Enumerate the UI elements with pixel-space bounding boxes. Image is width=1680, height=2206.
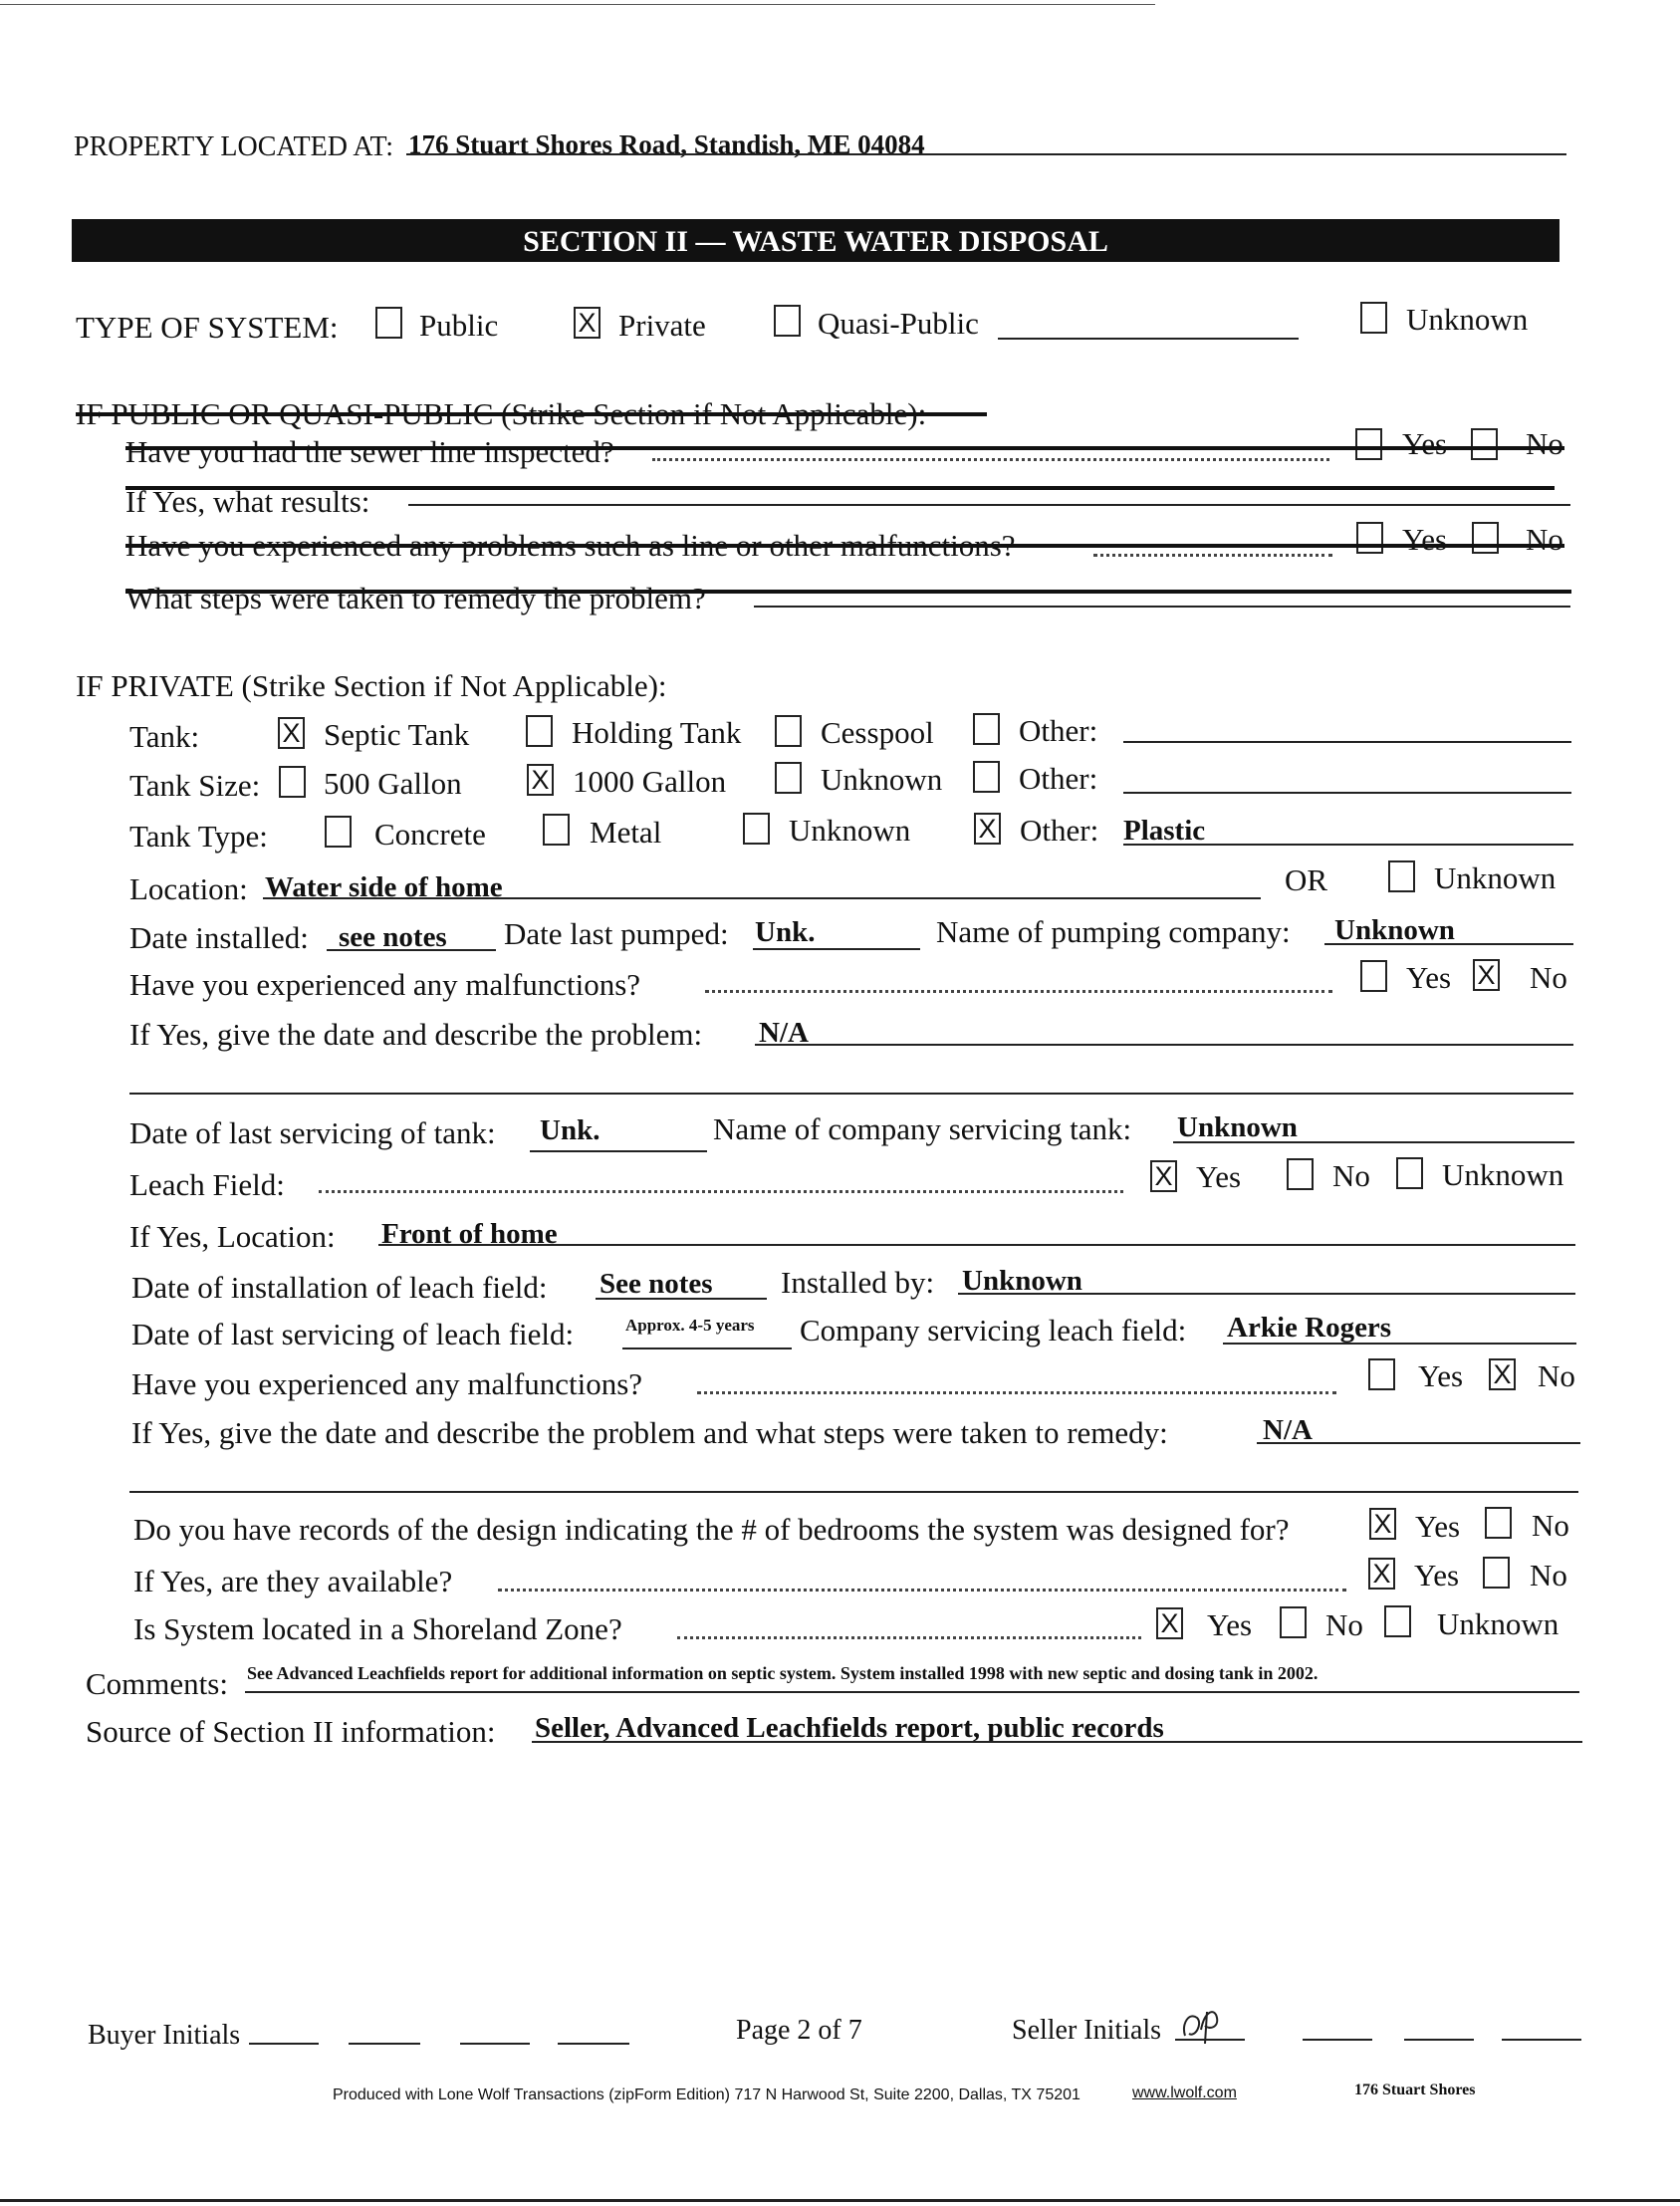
scan-edge	[0, 4, 1155, 5]
leach-malfunction-question: Have you experienced any malfunctions?	[131, 1366, 643, 1401]
tank-size-label: Tank Size:	[129, 768, 261, 803]
unknown-label: Unknown	[1437, 1606, 1560, 1641]
concrete-checkbox[interactable]	[325, 816, 352, 848]
location-value: Water side of home	[265, 871, 503, 903]
date-pumped-value: Unk.	[755, 916, 816, 948]
leach-install-line	[596, 1298, 767, 1300]
metal-checkbox[interactable]	[543, 814, 570, 846]
unknown-label: Unknown	[1442, 1157, 1564, 1192]
yes-label: Yes	[1402, 426, 1448, 461]
remedy-question: What steps were taken to remedy the problem?	[125, 581, 706, 615]
leach-company-value: Arkie Rogers	[1227, 1312, 1392, 1344]
size-unknown-checkbox[interactable]	[775, 762, 802, 794]
comments-line	[245, 1691, 1579, 1693]
pumping-company-label: Name of pumping company:	[936, 914, 1291, 949]
public-heading: IF PUBLIC OR QUASI-PUBLIC (Strike Section if Not Applicable):	[76, 396, 927, 431]
source-line	[532, 1741, 1582, 1743]
type-other-checkbox[interactable]: X	[974, 813, 1001, 845]
buyer-initials-line[interactable]	[249, 2043, 319, 2045]
leach-malf-describe-line-2	[129, 1491, 1578, 1493]
type-unknown-checkbox[interactable]	[743, 813, 770, 845]
strike	[125, 544, 1564, 548]
dot-leader	[498, 1589, 1346, 1592]
malf-describe-label: If Yes, give the date and describe the problem:	[129, 1017, 703, 1052]
leach-company-line	[1223, 1343, 1576, 1345]
property-label: PROPERTY LOCATED AT:	[74, 131, 394, 162]
sewer-no-checkbox[interactable]	[1471, 428, 1498, 460]
malf-describe-line-2	[129, 1093, 1573, 1095]
no-label: No	[1532, 1508, 1569, 1543]
records-no-checkbox[interactable]	[1485, 1507, 1512, 1539]
yes-label: Yes	[1414, 1558, 1460, 1593]
date-pumped-label: Date last pumped:	[504, 916, 729, 951]
system-type-label: TYPE OF SYSTEM:	[76, 310, 339, 345]
tank-other-checkbox[interactable]	[973, 713, 1000, 745]
concrete-label: Concrete	[374, 817, 486, 852]
cesspool-checkbox[interactable]	[775, 715, 802, 747]
seller-initials-line[interactable]	[1502, 2039, 1581, 2041]
leach-servicing-value: Approx. 4-5 years	[625, 1316, 755, 1335]
leach-malf-yes-checkbox[interactable]	[1368, 1358, 1395, 1390]
results-line	[408, 504, 1570, 506]
location-label: Location:	[129, 871, 248, 906]
produced-by-text: Produced with Lone Wolf Transactions (zipForm Edition) 717 N Harwood St, Suite 2200, Dallas, TX 75201	[333, 2086, 1080, 2103]
shoreland-unknown-checkbox[interactable]	[1384, 1605, 1411, 1637]
seller-initials-line[interactable]	[1404, 2039, 1474, 2041]
scan-edge	[0, 2199, 1680, 2202]
tank-label: Tank:	[129, 719, 200, 754]
sewer-inspected-question: Have you had the sewer line inspected?	[125, 434, 614, 469]
seller-initials-line[interactable]	[1175, 2039, 1245, 2041]
or-label: OR	[1285, 862, 1328, 897]
leach-yes-checkbox[interactable]: X	[1150, 1160, 1177, 1192]
leach-malf-describe-value: N/A	[1263, 1414, 1313, 1446]
no-label: No	[1325, 1607, 1363, 1642]
malf-describe-line	[755, 1044, 1573, 1046]
yes-label: Yes	[1196, 1159, 1242, 1194]
leach-no-checkbox[interactable]	[1287, 1158, 1314, 1190]
no-label: No	[1530, 960, 1567, 995]
type-other-label: Other:	[1020, 813, 1099, 848]
holding-tank-label: Holding Tank	[572, 715, 742, 750]
quasi-public-checkbox[interactable]	[774, 305, 801, 337]
leach-servicing-label: Date of last servicing of leach field:	[131, 1317, 575, 1351]
no-label: No	[1538, 1358, 1575, 1393]
installed-by-line	[958, 1293, 1575, 1295]
servicing-company-value: Unknown	[1177, 1111, 1298, 1143]
installed-by-label: Installed by:	[781, 1265, 935, 1300]
buyer-initials-line[interactable]	[558, 2043, 629, 2045]
type-unknown-label: Unknown	[789, 813, 911, 848]
dot-leader	[319, 1190, 1123, 1193]
septic-tank-label: Septic Tank	[324, 717, 470, 752]
size-other-checkbox[interactable]	[973, 761, 1000, 793]
unknown-checkbox[interactable]	[1360, 302, 1387, 334]
tank-other-label: Other:	[1019, 713, 1098, 748]
leach-unknown-checkbox[interactable]	[1396, 1157, 1423, 1189]
available-no-checkbox[interactable]	[1483, 1557, 1510, 1589]
public-label: Public	[419, 308, 499, 343]
type-other-value: Plastic	[1123, 815, 1206, 847]
quasi-public-line	[998, 338, 1299, 340]
private-label: Private	[618, 308, 706, 343]
page-number: Page 2 of 7	[736, 2015, 862, 2046]
location-unknown-label: Unknown	[1434, 860, 1557, 895]
installed-by-value: Unknown	[962, 1265, 1082, 1297]
records-question: Do you have records of the design indicating the # of bedrooms the system was designed for?	[133, 1512, 1290, 1547]
no-label: No	[1530, 1558, 1567, 1593]
dot-leader	[652, 458, 1329, 461]
quasi-public-label: Quasi-Public	[818, 306, 979, 341]
buyer-initials-line[interactable]	[460, 2043, 530, 2045]
date-pumped-line	[753, 948, 920, 950]
leach-company-label: Company servicing leach field:	[800, 1313, 1187, 1348]
yes-label: Yes	[1415, 1509, 1461, 1544]
leach-malf-no-checkbox[interactable]: X	[1489, 1358, 1516, 1390]
leach-install-value: See notes	[600, 1268, 713, 1300]
yes-label: Yes	[1402, 522, 1448, 557]
shoreland-yes-checkbox[interactable]: X	[1156, 1607, 1183, 1639]
public-checkbox[interactable]	[375, 307, 402, 339]
yes-label: Yes	[1207, 1607, 1253, 1642]
metal-label: Metal	[590, 815, 662, 850]
500-gallon-label: 500 Gallon	[324, 766, 462, 801]
strike	[76, 412, 987, 416]
tank-other-line	[1123, 741, 1571, 743]
buyer-initials-line[interactable]	[349, 2043, 420, 2045]
comments-value: See Advanced Leachfields report for additional information on septic system. System installed 1998 with new septic and dosing tank in 2002.	[247, 1663, 1319, 1683]
dot-leader	[1093, 554, 1332, 557]
size-other-label: Other:	[1019, 761, 1098, 796]
leach-servicing-line	[622, 1348, 792, 1349]
size-other-line	[1123, 792, 1571, 794]
no-label: No	[1526, 426, 1563, 461]
tank-malf-no-checkbox[interactable]: X	[1473, 959, 1500, 991]
1000-gallon-label: 1000 Gallon	[573, 764, 727, 799]
500-gallon-checkbox[interactable]	[279, 766, 306, 798]
pumping-company-line	[1324, 943, 1573, 945]
seller-initials-line[interactable]	[1303, 2039, 1372, 2041]
dot-leader	[677, 1636, 1141, 1639]
leach-location-value: Front of home	[381, 1218, 558, 1250]
strike	[125, 486, 1555, 490]
shoreland-question: Is System located in a Shoreland Zone?	[133, 1611, 622, 1646]
private-heading: IF PRIVATE (Strike Section if Not Applicable):	[76, 668, 667, 703]
leach-location-line	[378, 1244, 1575, 1246]
buyer-initials-label: Buyer Initials	[88, 2020, 241, 2051]
yes-label: Yes	[1406, 960, 1452, 995]
pumping-company-value: Unknown	[1334, 914, 1455, 946]
private-checkbox[interactable]: X	[574, 307, 600, 339]
size-unknown-label: Unknown	[821, 762, 943, 797]
property-value: 176 Stuart Shores Road, Standish, ME 04084	[408, 129, 925, 159]
results-question: If Yes, what results:	[125, 484, 370, 519]
location-unknown-checkbox[interactable]	[1388, 860, 1415, 892]
1000-gallon-checkbox[interactable]: X	[527, 764, 554, 796]
strike	[125, 446, 1564, 450]
seller-initials-label: Seller Initials	[1012, 2015, 1162, 2046]
leach-install-label: Date of installation of leach field:	[131, 1270, 548, 1305]
yes-label: Yes	[1418, 1358, 1464, 1393]
shoreland-no-checkbox[interactable]	[1280, 1606, 1307, 1638]
leach-malf-describe-line	[1257, 1442, 1580, 1444]
remedy-line	[754, 606, 1570, 608]
available-yes-checkbox[interactable]: X	[1368, 1558, 1395, 1590]
holding-tank-checkbox[interactable]	[526, 715, 553, 747]
records-yes-checkbox[interactable]: X	[1369, 1508, 1396, 1540]
date-installed-value: see notes	[339, 921, 447, 953]
file-name: 176 Stuart Shores	[1354, 2082, 1476, 2098]
seller-initials-signature	[1175, 2000, 1235, 2052]
comments-label: Comments:	[86, 1666, 228, 1701]
dot-leader	[697, 1391, 1336, 1394]
leach-field-label: Leach Field:	[129, 1167, 285, 1202]
sewer-yes-checkbox[interactable]	[1355, 428, 1382, 460]
unknown-label: Unknown	[1406, 302, 1529, 337]
malf-describe-value: N/A	[759, 1017, 809, 1049]
tank-servicing-label: Date of last servicing of tank:	[129, 1115, 496, 1150]
strike	[125, 590, 1571, 594]
type-other-line	[1123, 844, 1573, 846]
problems-yes-checkbox[interactable]	[1356, 522, 1383, 554]
cesspool-label: Cesspool	[821, 715, 934, 750]
location-line	[263, 897, 1261, 899]
tank-type-label: Tank Type:	[129, 819, 268, 854]
tank-servicing-line	[530, 1150, 707, 1152]
source-label: Source of Section II information:	[86, 1714, 496, 1749]
date-installed-label: Date installed:	[129, 920, 309, 955]
servicing-company-label: Name of company servicing tank:	[713, 1111, 1132, 1146]
available-question: If Yes, are they available?	[133, 1564, 453, 1598]
septic-tank-checkbox[interactable]: X	[278, 717, 305, 749]
tank-malfunction-question: Have you experienced any malfunctions?	[129, 967, 641, 1002]
no-label: No	[1332, 1158, 1370, 1193]
lwolf-link[interactable]: www.lwolf.com	[1132, 2084, 1237, 2101]
property-line	[406, 153, 1566, 155]
leach-location-label: If Yes, Location:	[129, 1219, 336, 1254]
tank-servicing-value: Unk.	[540, 1114, 600, 1146]
problems-question: Have you experienced any problems such as line or other malfunctions?	[125, 528, 1016, 563]
leach-malf-describe-label: If Yes, give the date and describe the problem and what steps were taken to remedy:	[131, 1415, 1168, 1450]
servicing-company-line	[1173, 1141, 1574, 1143]
section-title: SECTION II — WASTE WATER DISPOSAL	[523, 225, 1108, 258]
date-installed-line	[327, 949, 496, 951]
problems-no-checkbox[interactable]	[1472, 522, 1499, 554]
source-value: Seller, Advanced Leachfields report, public records	[535, 1712, 1164, 1744]
no-label: No	[1526, 522, 1563, 557]
tank-malf-yes-checkbox[interactable]	[1360, 960, 1387, 992]
dot-leader	[705, 990, 1332, 993]
